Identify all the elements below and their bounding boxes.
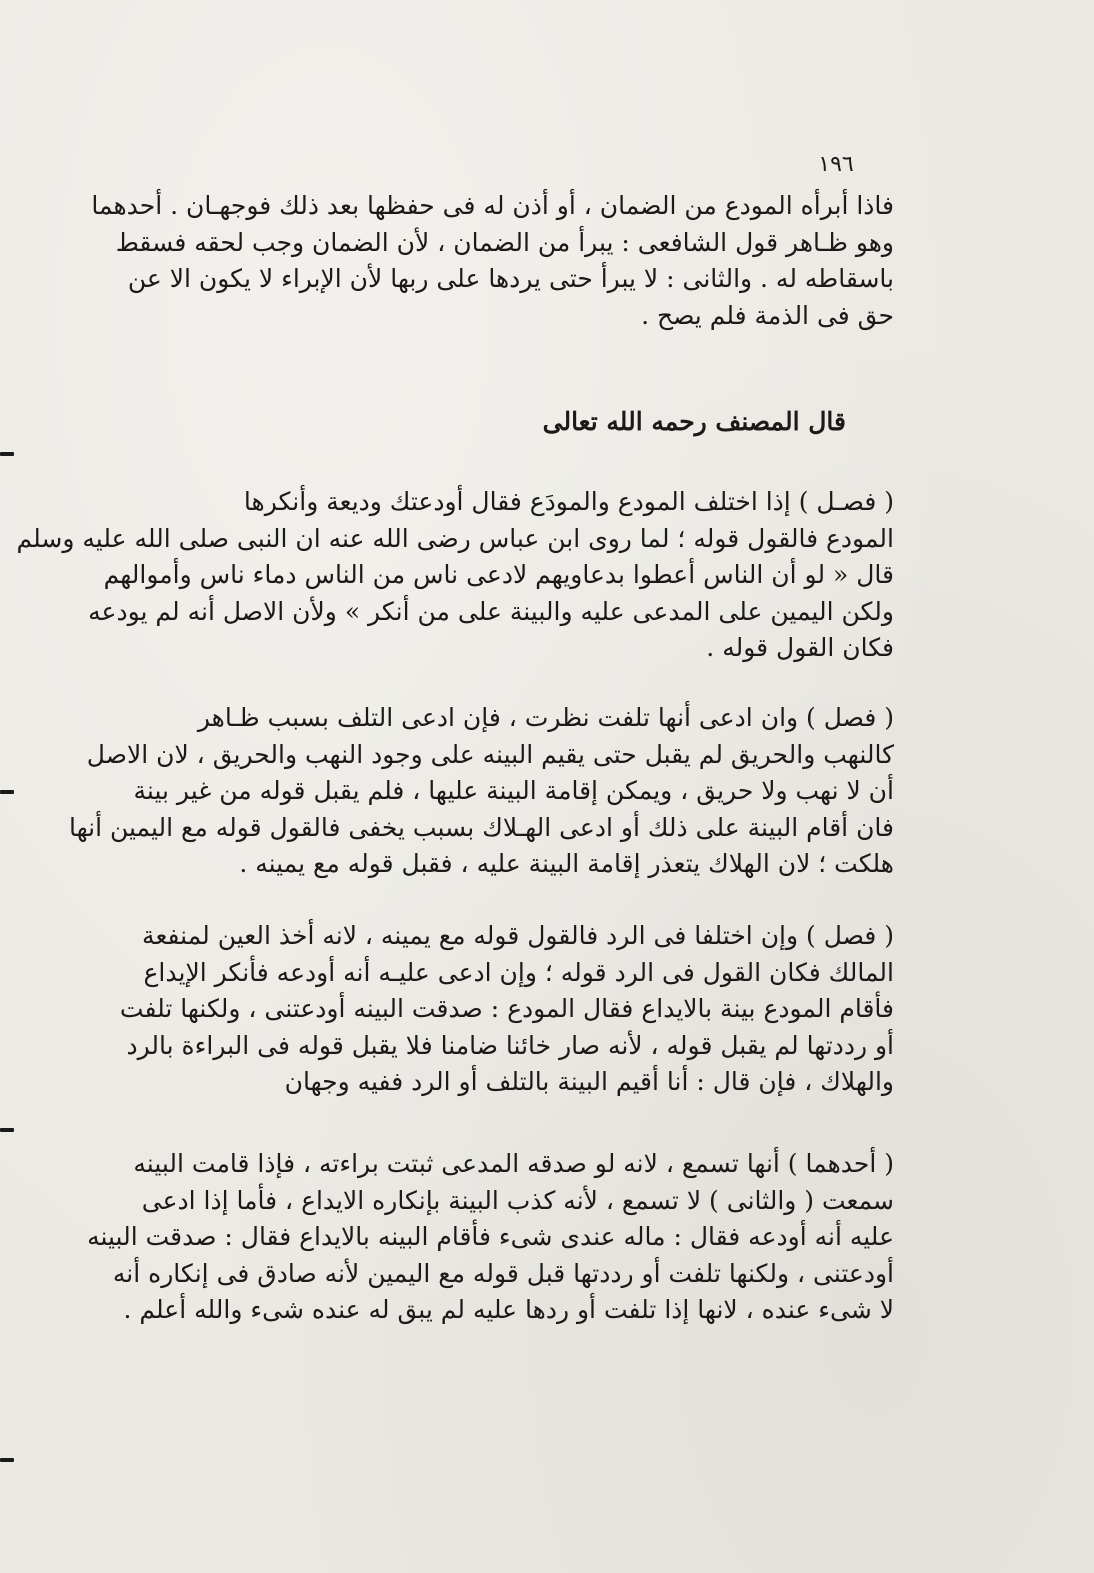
text-line: وهو ظـاهر قول الشافعى : يبرأ من الضمان ، لأن الضمان وجب لحقه فسقط [115,227,894,257]
text-line: والهلاك ، فإن قال : أنا أقيم البينة بالتلف أو الرد ففيه وجهان [284,1067,894,1097]
section-4 [87,1146,894,1329]
page-number: ١٩٦ [818,152,854,177]
text-line: فأقام المودع بينة بالايداع فقال المودع : صدقت البينه أودعتنى ، ولكنها تلفت [119,994,894,1024]
text-line: هلكت ؛ لان الهلاك يتعذر إقامة البينة عليه ، فقبل قوله مع يمينه . [239,849,894,879]
left-edge-mark [0,1128,14,1132]
text-line: ( أحدهما ) أنها تسمع ، لانه لو صدقه المدعى ثبتت براءته ، فإذا قامت البينه [133,1149,894,1178]
text-line: ( فصل ) وان ادعى أنها تلفت نظرت ، فإن ادعى التلف بسبب ظـاهر [197,703,894,732]
text-line: المودع فالقول قوله ؛ لما روى ابن عباس رضى الله عنه ان النبى صلى الله عليه وسلم [16,523,894,553]
section-3 [119,918,894,1101]
text-line: عليه أنه أودعه فقال : ماله عندى شىء فأقام البينه بالايداع فقال : صدقت البينه [87,1222,894,1252]
text-line: باسقاطه له . والثانى : لا يبرأ حتى يردها على ربها لأن الإبراء لا يكون الا عن [127,264,894,294]
section-2 [68,700,894,883]
text-line: فاذا أبرأه المودع من الضمان ، أو أذن له فى حفظها بعد ذلك فوجهـان . أحدهما [91,191,894,220]
left-edge-mark [0,1458,14,1462]
text-line: لا شىء عنده ، لانها إذا تلفت أو ردها عليه لم يبق له عنده شىء والله أعلم . [123,1295,894,1325]
text-line: فان أقام البينة على ذلك أو ادعى الهـلاك بسبب يخفى فالقول قوله مع اليمين أنها [68,812,894,842]
text-line: كالنهب والحريق لم يقبل حتى يقيم البينه على وجود النهب والحريق ، لان الاصل [86,739,894,769]
left-edge-mark [0,790,14,794]
paragraph-1 [91,188,894,334]
text-line: ( فصـل ) إذا اختلف المودع والمودَع فقال أودعتك وديعة وأنكرها [243,487,894,516]
text-line: سمعت ( والثانى ) لا تسمع ، لأنه كذب البينة بإنكاره الايداع ، فأما إذا ادعى [141,1185,894,1215]
text-line: أو رددتها لم يقبل قوله ، لأنه صار خائنا ضامنا فلا يقبل قوله فى البراءة بالرد [126,1030,894,1060]
text-line: حق فى الذمة فلم يصح . [641,300,894,330]
author-heading: قال المصنف رحمه الله تعالى [542,407,846,436]
text-line: أن لا نهب ولا حريق ، ويمكن إقامة البينة عليها ، فلم يقبل قوله من غير بينة [133,776,894,806]
section-1 [16,484,894,667]
text-line: أودعتنى ، ولكنها تلفت أو رددتها قبل قوله مع اليمين لأنه صادق فى إنكاره أنه [112,1258,894,1288]
text-line: فكان القول قوله . [706,633,894,663]
text-line: ( فصل ) وإن اختلفا فى الرد فالقول قوله مع يمينه ، لانه أخذ العين لمنفعة [142,921,894,950]
text-line: ولكن اليمين على المدعى عليه والبينة على من أنكر » ولأن الاصل أنه لم يودعه [88,596,894,626]
text-line: قال « لو أن الناس أعطوا بدعاويهم لادعى ناس من الناس دماء ناس وأموالهم [103,560,894,590]
left-edge-mark [0,452,14,456]
text-line: المالك فكان القول فى الرد قوله ؛ وإن ادعى عليـه أنه أودعه فأنكر الإيداع [143,957,894,987]
